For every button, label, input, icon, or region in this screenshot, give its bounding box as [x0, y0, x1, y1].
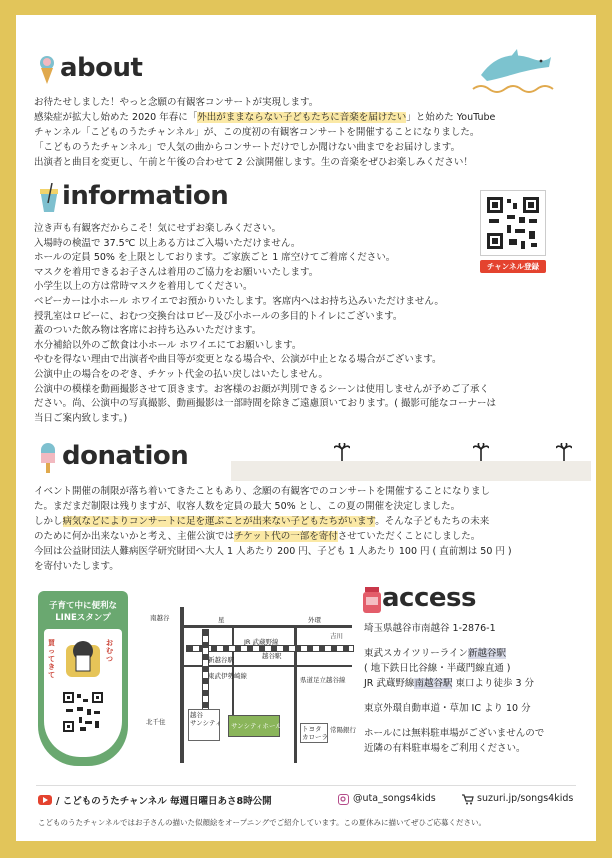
map-road	[184, 665, 352, 667]
about-line	[34, 125, 589, 140]
map-label: 県道足立越谷線	[300, 676, 346, 684]
access-map	[144, 607, 354, 763]
palm-tree-icon	[556, 443, 572, 465]
map-road	[180, 607, 184, 763]
access-train-line2: ( 地下鉄日比谷線・半蔵門線直通 )	[364, 663, 511, 674]
donation-line	[34, 514, 594, 529]
cart-icon[interactable]	[462, 794, 474, 808]
flyer-page	[16, 15, 596, 841]
map-label: 東武伊勢崎線	[208, 672, 247, 680]
suzuri-link[interactable]: suzuri.jp/songs4kids	[477, 793, 574, 804]
donation-line-pre: た。まだまだ制限は残りますが、収容人数を定員の最大 50% とし、この夏の開催を決定しました。	[34, 501, 461, 512]
about-line	[34, 95, 589, 110]
access-info	[364, 621, 594, 756]
donation-line-post: させていただくことにしました。	[337, 531, 481, 542]
spacer	[364, 716, 594, 726]
donation-title: donation	[62, 441, 189, 471]
donation-highlight: 病気などによりコンサートに足を運ぶことが出来ない子どもたちがいます	[62, 516, 376, 527]
stamp-text-right: おむつ	[106, 639, 113, 663]
map-label: 新越谷駅	[208, 656, 234, 664]
map-label: 北千住	[146, 718, 166, 726]
line-stamp-qr-code[interactable]	[62, 691, 104, 733]
stamp-illustration	[54, 635, 112, 681]
access-train-name: JR 武蔵野線	[364, 678, 415, 689]
map-label: 越谷 サンシティ	[190, 711, 222, 727]
drink-icon	[38, 183, 60, 213]
instagram-handle[interactable]: @uta_songs4kids	[353, 793, 436, 804]
spacer	[364, 691, 594, 701]
map-label: 越谷駅	[262, 652, 282, 660]
channel-subscribe-badge[interactable]: チャンネル登録	[480, 260, 546, 273]
about-highlight: 外出がままならない子どもたちに音楽を届けたい	[197, 112, 407, 123]
about-line	[34, 155, 589, 170]
access-station-highlight: 南越谷駅	[414, 678, 453, 689]
jam-jar-icon	[362, 587, 382, 613]
access-parking: ホールには無料駐車場がございませんので 近隣の有料駐車場をご利用ください。	[364, 728, 545, 754]
dolphin-illustration	[471, 45, 561, 95]
instagram-icon[interactable]	[338, 794, 349, 805]
stamp-text-left: 買ってきて	[48, 639, 55, 679]
map-road	[182, 625, 352, 628]
beach-strip	[231, 461, 591, 481]
line-stamp-card[interactable]	[38, 591, 128, 766]
map-label: 南越谷	[150, 614, 170, 622]
access-title: access	[382, 583, 476, 613]
youtube-channel-link[interactable]: / こどものうたチャンネル 毎週日曜日あさ8時公開	[56, 796, 272, 807]
donation-line	[34, 544, 594, 559]
donation-line-pre: を寄付いたします。	[34, 561, 119, 572]
information-title: information	[62, 181, 229, 211]
about-line-pre: 感染症が拡大し始めた 2020 年春に「	[34, 112, 198, 123]
palm-tree-icon	[334, 443, 350, 465]
access-address: 埼玉県越谷市南越谷 1-2876-1	[364, 623, 496, 634]
donation-line-pre: しかし	[34, 516, 63, 527]
access-station-highlight: 新越谷駅	[467, 648, 506, 659]
donation-line	[34, 484, 594, 499]
map-label: 吉川	[330, 632, 343, 640]
donation-line-pre: 今回は公益財団法人難病医学研究財団へ大人 1 人あたり 200 円、子ども 1 人あたり 100 円 ( 直前割は 50 円 )	[34, 546, 512, 557]
donation-line	[34, 499, 594, 514]
about-title: about	[60, 53, 143, 83]
map-label: 星	[218, 616, 225, 624]
popsicle-icon	[40, 443, 56, 473]
access-car: 東京外環自動車道・草加 IC より 10 分	[364, 703, 531, 714]
access-train-line3	[364, 676, 594, 691]
donation-text	[34, 484, 594, 574]
ice-cream-icon	[38, 55, 56, 85]
about-line-pre: 「こどものうたチャンネル」で人気の曲からコンサートだけでしか聞けない曲までをお届けします。	[34, 142, 461, 153]
donation-line-post: 。そんな子どもたちの未来	[375, 516, 490, 527]
about-line	[34, 140, 589, 155]
youtube-icon[interactable]	[38, 795, 52, 805]
information-text: 泣き声も有観客だからこそ！気にせずお楽しみください。 入場時の検温で 37.5℃ 以上ある方はご入場いただけません。 ホールの定員 50% を上限としております。ご家族ごと 1 席空けてご着席ください。 マスクを着用できるお子さんは着用のご協力をお願いいたします。 小学生以上の方は常時マスクを着用してください。 ベビーカーは小ホール ホワイエでお預かりいたします。客席内へはお持ち込みいただけません。 授乳室はロビーに、おむつ交換台はロビー及び小ホールの多目的トイレにございます。 蓋のついた飲み物は客席にお持ち込みいただけます。 水分補給以外のご飲食は小ホール ホワイエにてお願いします。 やむを得ない理由で出演者や曲目等が変更となる場合や、公演が中止となる場合がございます。 公演中止の場合をのぞき、チケット代金の払い戻しはいたしません。 公演中の模様を動画撮影させて頂きます。お客様のお顔が判別できるシーンは使用しませんが予めご了承く ださい。尚、公演中の写真撮影、動画撮影は一部時間を除きご遠慮頂いております。( 撮影可能なコーナーは 当日ご案内致します。)	[34, 223, 496, 424]
footer-social	[38, 793, 588, 809]
map-label: トヨタ カローラ	[302, 725, 328, 741]
donation-line-pre: イベント開催の制限が落ち着いてきたこともあり、念願の有観客でのコンサートを開催することになりまし	[34, 486, 491, 497]
line-stamp-title: 子育て中に便利な LINEスタンプ	[48, 601, 117, 623]
map-label: 外環	[308, 616, 321, 624]
map-label: 常陽銀行	[330, 726, 356, 734]
about-line-post: 」と始めた YouTube	[406, 112, 496, 123]
access-train-name: 東武スカイツリーライン	[364, 648, 468, 659]
donation-line	[34, 529, 594, 544]
spacer	[364, 636, 594, 646]
donation-highlight: チケット代の一部を寄付	[234, 531, 338, 542]
footer-divider	[36, 785, 576, 786]
line-stamp-inner	[44, 629, 122, 757]
access-walk: 東口より徒歩 3 分	[452, 678, 535, 689]
footer-note: こどものうたチャンネルではお子さんの描いた似顔絵をオープニングでご紹介しています。この夏休みに描いてぜひご応募ください。	[38, 818, 487, 827]
about-text	[34, 95, 589, 170]
donation-line	[34, 559, 594, 574]
palm-tree-icon	[473, 443, 489, 465]
about-line-pre: チャンネル「こどものうたチャンネル」が、この度初の有観客コンサートを開催することになりました。	[34, 127, 480, 138]
access-train-line1	[364, 646, 594, 661]
about-line-pre: 出演者と曲目を変更し、午前と午後の合わせて 2 公演開催します。生の音楽をぜひお楽しみください！	[34, 157, 473, 168]
donation-line-pre: のために何か出来ないかと考え、主催公演では	[34, 531, 235, 542]
about-line	[34, 110, 589, 125]
map-label: JR 武蔵野線	[244, 638, 279, 646]
map-label: サンシティホール	[231, 722, 282, 730]
about-line-pre: お待たせしました！やっと念願の有観客コンサートが実現します。	[34, 97, 319, 108]
